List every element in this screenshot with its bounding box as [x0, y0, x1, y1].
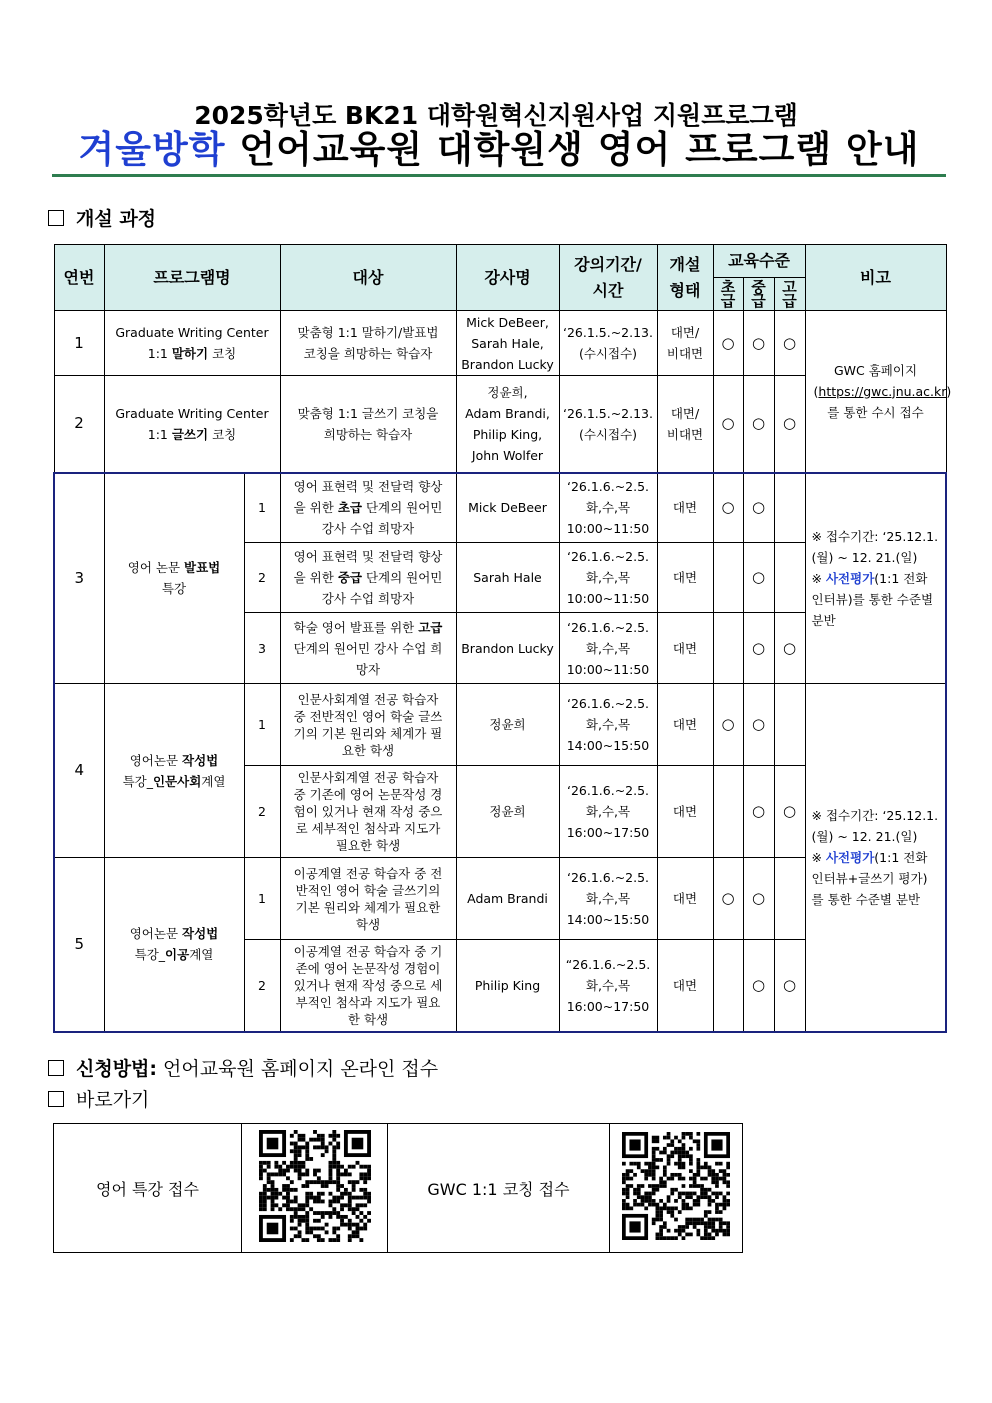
row-no: 1 [54, 311, 104, 376]
row-mode: 대면 [657, 766, 713, 858]
row-sub-no: 1 [244, 684, 280, 766]
row-period: ‘26.1.6.~2.5. 화,수,목 14:00~15:50 [559, 684, 657, 766]
row-no: 3 [54, 473, 104, 684]
checkbox-icon [48, 1060, 64, 1076]
level-empty [713, 766, 743, 858]
header-target: 대상 [280, 245, 456, 311]
row-instructor: Mick DeBeer [456, 473, 559, 543]
row-period: ‘26.1.6.~2.5. 화,수,목 14:00~15:50 [559, 858, 657, 940]
level-mark: ○ [743, 766, 774, 858]
row-mode: 대면 [657, 940, 713, 1032]
row-mode: 대면 [657, 858, 713, 940]
row-period: “26.1.6.~2.5. 화,수,목 16:00~17:50 [559, 940, 657, 1032]
level-mark: ○ [774, 376, 805, 473]
row-target: 학술 영어 발표를 위한 고급 단계의 원어민 강사 수업 희망자 [280, 613, 456, 684]
row-period: ‘26.1.6.~2.5. 화,수,목 10:00~11:50 [559, 543, 657, 613]
row-instructor: 정윤희 [456, 684, 559, 766]
qr-label-gwc: GWC 1:1 코칭 접수 [388, 1124, 610, 1253]
section-shortcut: 바로가기 [48, 1085, 149, 1112]
level-mark: ○ [743, 858, 774, 940]
level-mark: ○ [743, 940, 774, 1032]
qr-code-icon[interactable] [622, 1132, 730, 1240]
title-highlight: 겨울방학 [78, 128, 226, 171]
row-instructor: 정윤희, Adam Brandi, Philip King, John Wolfer [456, 376, 559, 473]
level-empty [774, 858, 805, 940]
row-instructor: Mick DeBeer, Sarah Hale, Brandon Lucky [456, 311, 559, 376]
row-program: 영어논문 작성법 특강_인문사회계열 [104, 684, 244, 858]
level-empty [774, 684, 805, 766]
level-mark: ○ [743, 473, 774, 543]
header-beginner: 초 급 [713, 278, 743, 311]
table-row [54, 684, 946, 766]
level-empty [713, 940, 743, 1032]
title-rest: 언어교육원 대학원생 영어 프로그램 안내 [225, 128, 920, 171]
qr-code-gwc[interactable] [610, 1124, 743, 1253]
section-courses: 개설 과정 [48, 204, 156, 231]
level-empty [713, 543, 743, 613]
row-mode: 대면/ 비대면 [657, 311, 713, 376]
row-target: 인문사회계열 전공 학습자 중 전반적인 영어 학술 글쓰기의 기본 원리와 체계가 필요한 학생 [280, 684, 456, 766]
header-instructor: 강사명 [456, 245, 559, 311]
level-mark: ○ [743, 376, 774, 473]
row-period: ‘26.1.6.~2.5. 화,수,목 16:00~17:50 [559, 766, 657, 858]
row-instructor: Adam Brandi [456, 858, 559, 940]
level-mark: ○ [774, 940, 805, 1032]
row-target: 이공계열 전공 학습자 중 기존에 영어 논문작성 경험이 있거나 현재 작성 중으로 세부적인 첨삭과 지도가 필요한 학생 [280, 940, 456, 1032]
row-program: 영어 논문 발표법 특강 [104, 473, 244, 684]
row-mode: 대면 [657, 543, 713, 613]
header-period: 강의기간/ 시간 [559, 245, 657, 311]
level-mark: ○ [713, 311, 743, 376]
row-sub-no: 1 [244, 473, 280, 543]
table-row [54, 473, 946, 543]
gwc-link[interactable]: https://gwc.jnu.ac.kr [818, 383, 947, 399]
row-instructor: 정윤희 [456, 766, 559, 858]
row-sub-no: 1 [244, 858, 280, 940]
section-apply: 신청방법: 언어교육원 홈페이지 온라인 접수 [48, 1054, 438, 1081]
row-sub-no: 2 [244, 543, 280, 613]
header-intermediate: 중 급 [743, 278, 774, 311]
row-period: ‘26.1.5.~2.13. (수시접수) [559, 376, 657, 473]
page-subtitle: 2025학년도 BK21 대학원혁신지원사업 지원프로그램 [194, 101, 798, 130]
remark-group3: ※ 접수기간: ‘25.12.1.(월) ~ 12. 21.(일) ※ 사전평가(1:1 전화 인터뷰)를 통한 수준별 분반 [805, 473, 946, 684]
table-row [54, 311, 946, 376]
checkbox-icon [48, 210, 64, 226]
level-mark: ○ [743, 613, 774, 684]
row-mode: 대면 [657, 684, 713, 766]
row-sub-no: 2 [244, 766, 280, 858]
row-target: 이공계열 전공 학습자 중 전반적인 영어 학술 글쓰기의 기본 원리와 체계가 필요한 학생 [280, 858, 456, 940]
row-target: 영어 표현력 및 전달력 향상을 위한 중급 단계의 원어민 강사 수업 희망자 [280, 543, 456, 613]
header-level: 교육수준 [713, 245, 805, 278]
level-mark: ○ [774, 613, 805, 684]
course-table [53, 244, 952, 1033]
row-mode: 대면/ 비대면 [657, 376, 713, 473]
level-mark: ○ [713, 473, 743, 543]
qr-table [53, 1123, 743, 1253]
row-program: Graduate Writing Center 1:1 글쓰기 코칭 [104, 376, 280, 473]
header-mode: 개설 형태 [657, 245, 713, 311]
row-instructor: Brandon Lucky [456, 613, 559, 684]
header-no: 연번 [54, 245, 104, 311]
row-sub-no: 3 [244, 613, 280, 684]
level-mark: ○ [713, 684, 743, 766]
qr-code-icon[interactable] [257, 1130, 373, 1242]
qr-label-lecture: 영어 특강 접수 [54, 1124, 242, 1253]
level-mark: ○ [774, 311, 805, 376]
header-program: 프로그램명 [104, 245, 280, 311]
level-mark: ○ [774, 766, 805, 858]
row-mode: 대면 [657, 473, 713, 543]
checkbox-icon [48, 1091, 64, 1107]
row-period: ‘26.1.6.~2.5. 화,수,목 10:00~11:50 [559, 613, 657, 684]
row-no: 4 [54, 684, 104, 858]
row-period: ‘26.1.5.~2.13. (수시접수) [559, 311, 657, 376]
row-program: Graduate Writing Center 1:1 말하기 코칭 [104, 311, 280, 376]
row-sub-no: 2 [244, 940, 280, 1032]
header-remark: 비고 [805, 245, 946, 311]
row-instructor: Sarah Hale [456, 543, 559, 613]
level-empty [713, 613, 743, 684]
level-mark: ○ [713, 858, 743, 940]
row-program: 영어논문 작성법 특강_이공계열 [104, 858, 244, 1032]
qr-code-lecture[interactable] [242, 1124, 388, 1253]
row-no: 5 [54, 858, 104, 1032]
row-target: 맞춤형 1:1 말하기/발표법 코칭을 희망하는 학습자 [280, 311, 456, 376]
level-empty [774, 543, 805, 613]
remark-group45: ※ 접수기간: ‘25.12.1.(월) ~ 12. 21.(일) ※ 사전평가(1:1 전화 인터뷰+글쓰기 평가)를 통한 수준별 분반 [805, 684, 946, 1032]
level-mark: ○ [743, 311, 774, 376]
page-title [52, 128, 946, 177]
level-mark: ○ [713, 376, 743, 473]
row-period: ‘26.1.6.~2.5. 화,수,목 10:00~11:50 [559, 473, 657, 543]
remark-gwc: GWC 홈페이지 (https://gwc.jnu.ac.kr)를 통한 수시 접수 [805, 311, 946, 473]
row-target: 인문사회계열 전공 학습자 중 기존에 영어 논문작성 경험이 있거나 현재 작성 중으로 세부적인 첨삭과 지도가 필요한 학생 [280, 766, 456, 858]
header-advanced: 고 급 [774, 278, 805, 311]
row-target: 영어 표현력 및 전달력 향상을 위한 초급 단계의 원어민 강사 수업 희망자 [280, 473, 456, 543]
level-mark: ○ [743, 684, 774, 766]
level-mark: ○ [743, 543, 774, 613]
level-empty [774, 473, 805, 543]
row-mode: 대면 [657, 613, 713, 684]
row-target: 맞춤형 1:1 글쓰기 코칭을 희망하는 학습자 [280, 376, 456, 473]
row-instructor: Philip King [456, 940, 559, 1032]
row-no: 2 [54, 376, 104, 473]
